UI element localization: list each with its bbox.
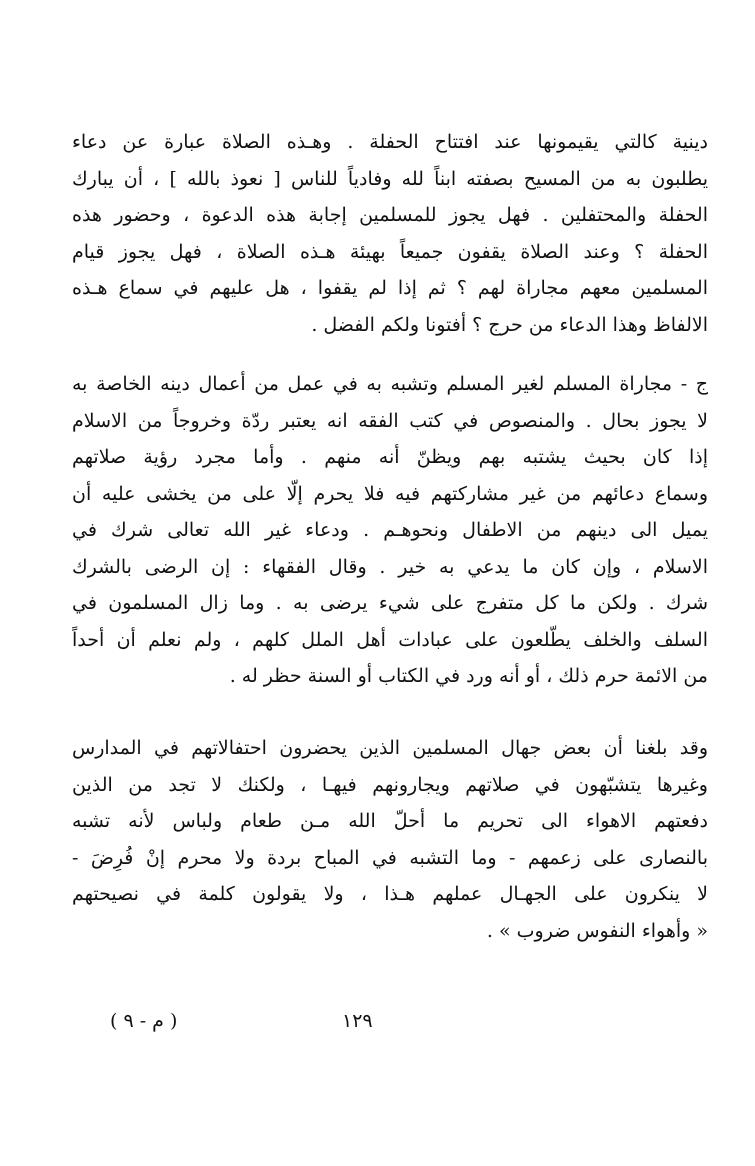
text-line: السلف والخلف يطّلعون على عبادات أهل الملل كلهم ، ولم نعلم أن أحداً [72,628,708,651]
text-line: الالفاظ وهذا الدعاء من حرج ؟ أفتونا ولكم الفضل . [311,313,708,336]
commentary-paragraph [72,730,708,949]
question-paragraph [72,124,708,343]
text-line: يميل الى دينهم من الاطفال ونحوهـم . ودعاء غير الله تعالى شرك في [72,519,708,541]
text-line: وغيرها يتشبّهون في صلاتهم ويجارونهم فيهـا ، ولكنك لا تجد من الذين [72,773,708,796]
text-line: بالنصارى على زعمهم - وما التشبه في المباح بردة ولا محرم إنْ فُرِضَ - [72,846,708,869]
text-line: وسماع دعائهم من غير مشاركتهم فيه فلا يحرم إلّا على من يخشى عليه أن [72,482,708,505]
text-line: المسلمين معهم مجاراة لهم ؟ ثم إذا لم يقفوا ، هل عليهم في سماع هـذه [72,277,708,299]
text-line: إذا كان بحيث يشتبه بهم ويظنّ أنه منهم . وأما مجرد رؤية صلاتهم [72,446,708,468]
text-line: ج - مجاراة المسلم لغير المسلم وتشبه به في عمل من أعمال دينه الخاصة به [72,373,708,395]
text-line: الحفلة والمحتفلين . فهل يجوز للمسلمين إجابة هذه الدعوة ، وحضور هذه [72,204,708,226]
page-number: ١٢٩ [342,1010,373,1032]
text-line: لا يجوز بحال . والمنصوص في كتب الفقه انه يعتبر ردّة وخروجاً من الاسلام [72,409,708,432]
text-line: دينية كالتي يقيمونها عند افتتاح الحفلة . وهـذه الصلاة عبارة عن دعاء [72,131,708,153]
text-line: يطلبون به من المسيح بصفته ابناً لله وفادياً للناس [ نعوذ بالله ] ، أن يبارك [72,167,708,190]
text-line: الاسلام ، وإن كان ما يدعي به خير . وقال الفقهاء : إن الرضى بالشرك [72,555,708,578]
text-line: « وأهواء النفوس ضروب » . [486,919,708,942]
answer-paragraph [72,366,708,695]
text-line: الحفلة ؟ وعند الصلاة يقفون جميعاً بهيئة هـذه الصلاة ، فهل يجوز قيام [72,240,708,263]
text-line: وقد بلغنا أن بعض جهال المسلمين الذين يحضرون احتفالاتهم في المدارس [72,737,708,759]
text-line: من الائمة حرم ذلك ، أو أنه ورد في الكتاب أو السنة حظر له . [229,665,708,687]
text-line: لا ينكرون على الجهـال عملهم هـذا ، ولا يقولون كلمة في نصيحتهم [72,883,708,905]
printer-signature: ( م - ٩ ) [110,1010,178,1032]
text-line: شرك . ولكن ما كل متفرج على شيء يرضى به . وما زال المسلمون في [72,592,708,614]
text-line: دفعتهم الاهواء الى تحريم ما أحلّ الله مـن طعام ولباس لأنه تشبه [72,810,708,832]
